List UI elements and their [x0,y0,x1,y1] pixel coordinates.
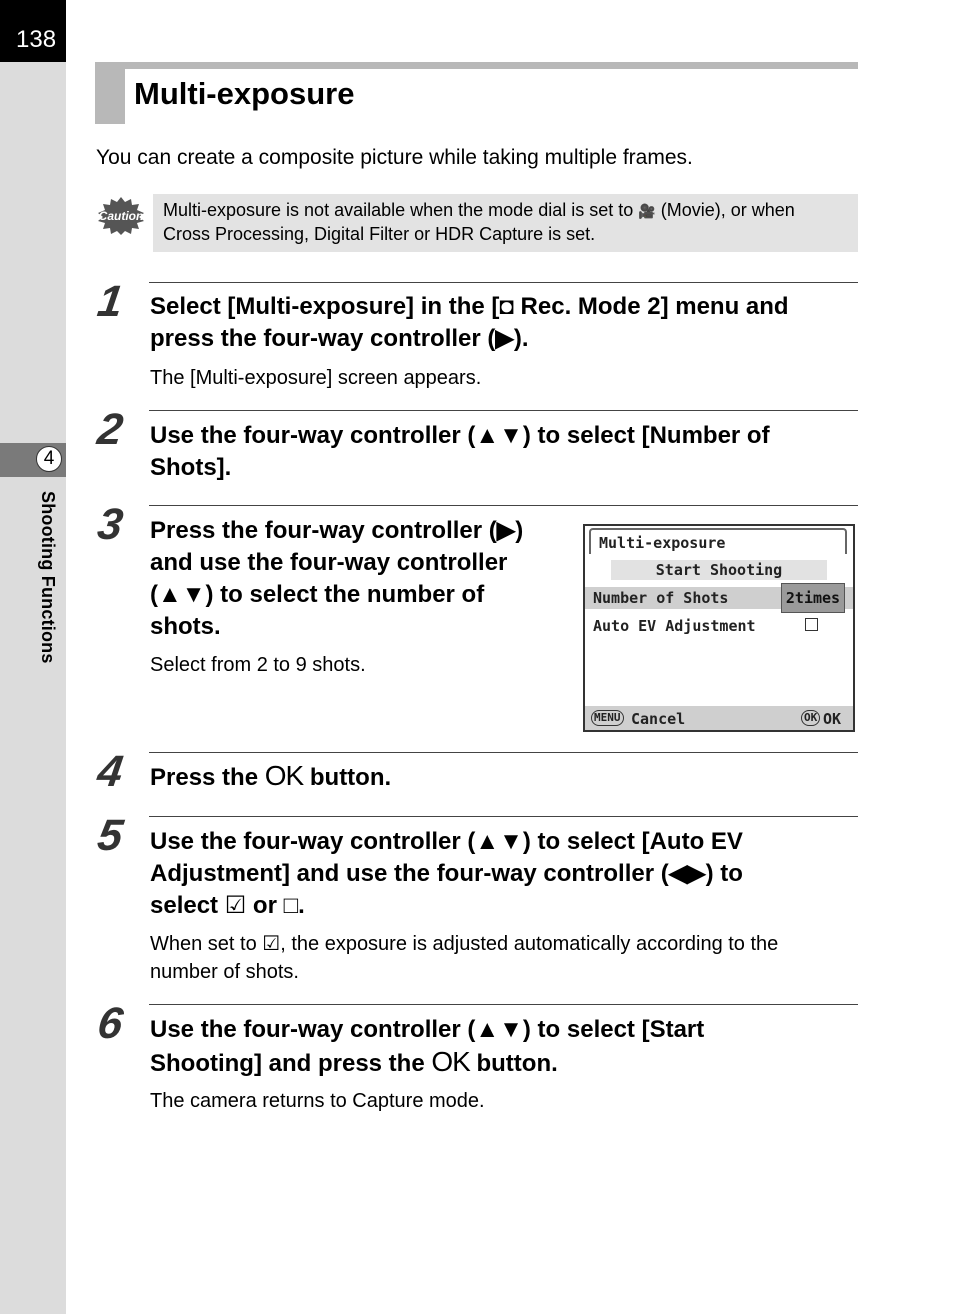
start-shooting-item: Start Shooting [611,560,827,580]
step-body: Select from 2 to 9 shots. [150,654,366,676]
step-divider [149,505,858,506]
step-number: 3 [94,500,126,549]
step-number: 2 [94,405,126,454]
step-divider [149,282,858,283]
step-body: The [Multi-exposure] screen appears. [150,367,482,389]
cancel-label: Cancel [631,710,686,728]
page-number: 138 [0,0,66,62]
svg-text:Caution: Caution [98,209,144,223]
step-number: 5 [94,811,126,860]
step-divider [149,816,858,817]
menu-button-icon: MENU [591,710,624,726]
step-number: 4 [94,747,126,796]
step-heading: Press the four-way controller (▶) and use the four-way controller (▲▼) to select the number of shots. [150,517,524,640]
step-heading: Use the four-way controller (▲▼) to select [Auto EV Adjustment] and use the four-way controller (◀▶) to select ☑ or □. [150,828,743,919]
step-number: 1 [94,277,126,326]
step-heading: Use the four-way controller (▲▼) to select [Start Shooting] and press the OK button. [150,1016,705,1077]
step-body: When set to ☑, the exposure is adjusted automatically according to the number of shots. [150,933,779,983]
auto-ev-checkbox [805,618,818,631]
camera-icon: ◘ [499,293,514,320]
intro-text: You can create a composite picture while taking multiple frames. [96,146,693,169]
step-divider [149,410,858,411]
auto-ev-item: Auto EV Adjustment [593,617,756,635]
step-number: 6 [94,999,126,1048]
empty-box-icon: □ [283,892,299,919]
caution-note: Multi-exposure is not available when the mode dial is set to 🎥 (Movie), or when Cross Processing, Digital Filter or HDR Capture is set. [153,194,858,252]
screen-title: Multi-exposure [599,534,726,552]
ok-icon: OK [431,1046,470,1077]
ok-icon: OK [264,760,304,791]
page-title: Multi-exposure [134,76,355,111]
number-of-shots-item: Number of Shots [593,589,729,607]
camera-screen [583,524,855,732]
step-body: The camera returns to Capture mode. [150,1090,485,1112]
checked-box-icon: ☑ [262,933,281,955]
ok-button-icon: OK [801,710,820,726]
caution-icon [97,196,145,236]
shots-value: 2times [781,583,845,613]
movie-icon: 🎥 [638,203,656,219]
step-heading: Select [Multi-exposure] in the [◘ Rec. Mode 2] menu and press the four-way controller (▶). [150,293,789,352]
checked-box-icon: ☑ [224,892,247,919]
chapter-label: Shooting Functions [38,491,58,664]
section-title-bar [95,62,858,124]
step-heading: Press the OK button. [150,760,392,791]
step-heading: Use the four-way controller (▲▼) to select [Number of Shots]. [150,422,770,481]
step-divider [149,1004,858,1005]
step-divider [149,752,858,753]
ok-label: OK [823,710,842,728]
chapter-number: 4 [36,446,62,472]
